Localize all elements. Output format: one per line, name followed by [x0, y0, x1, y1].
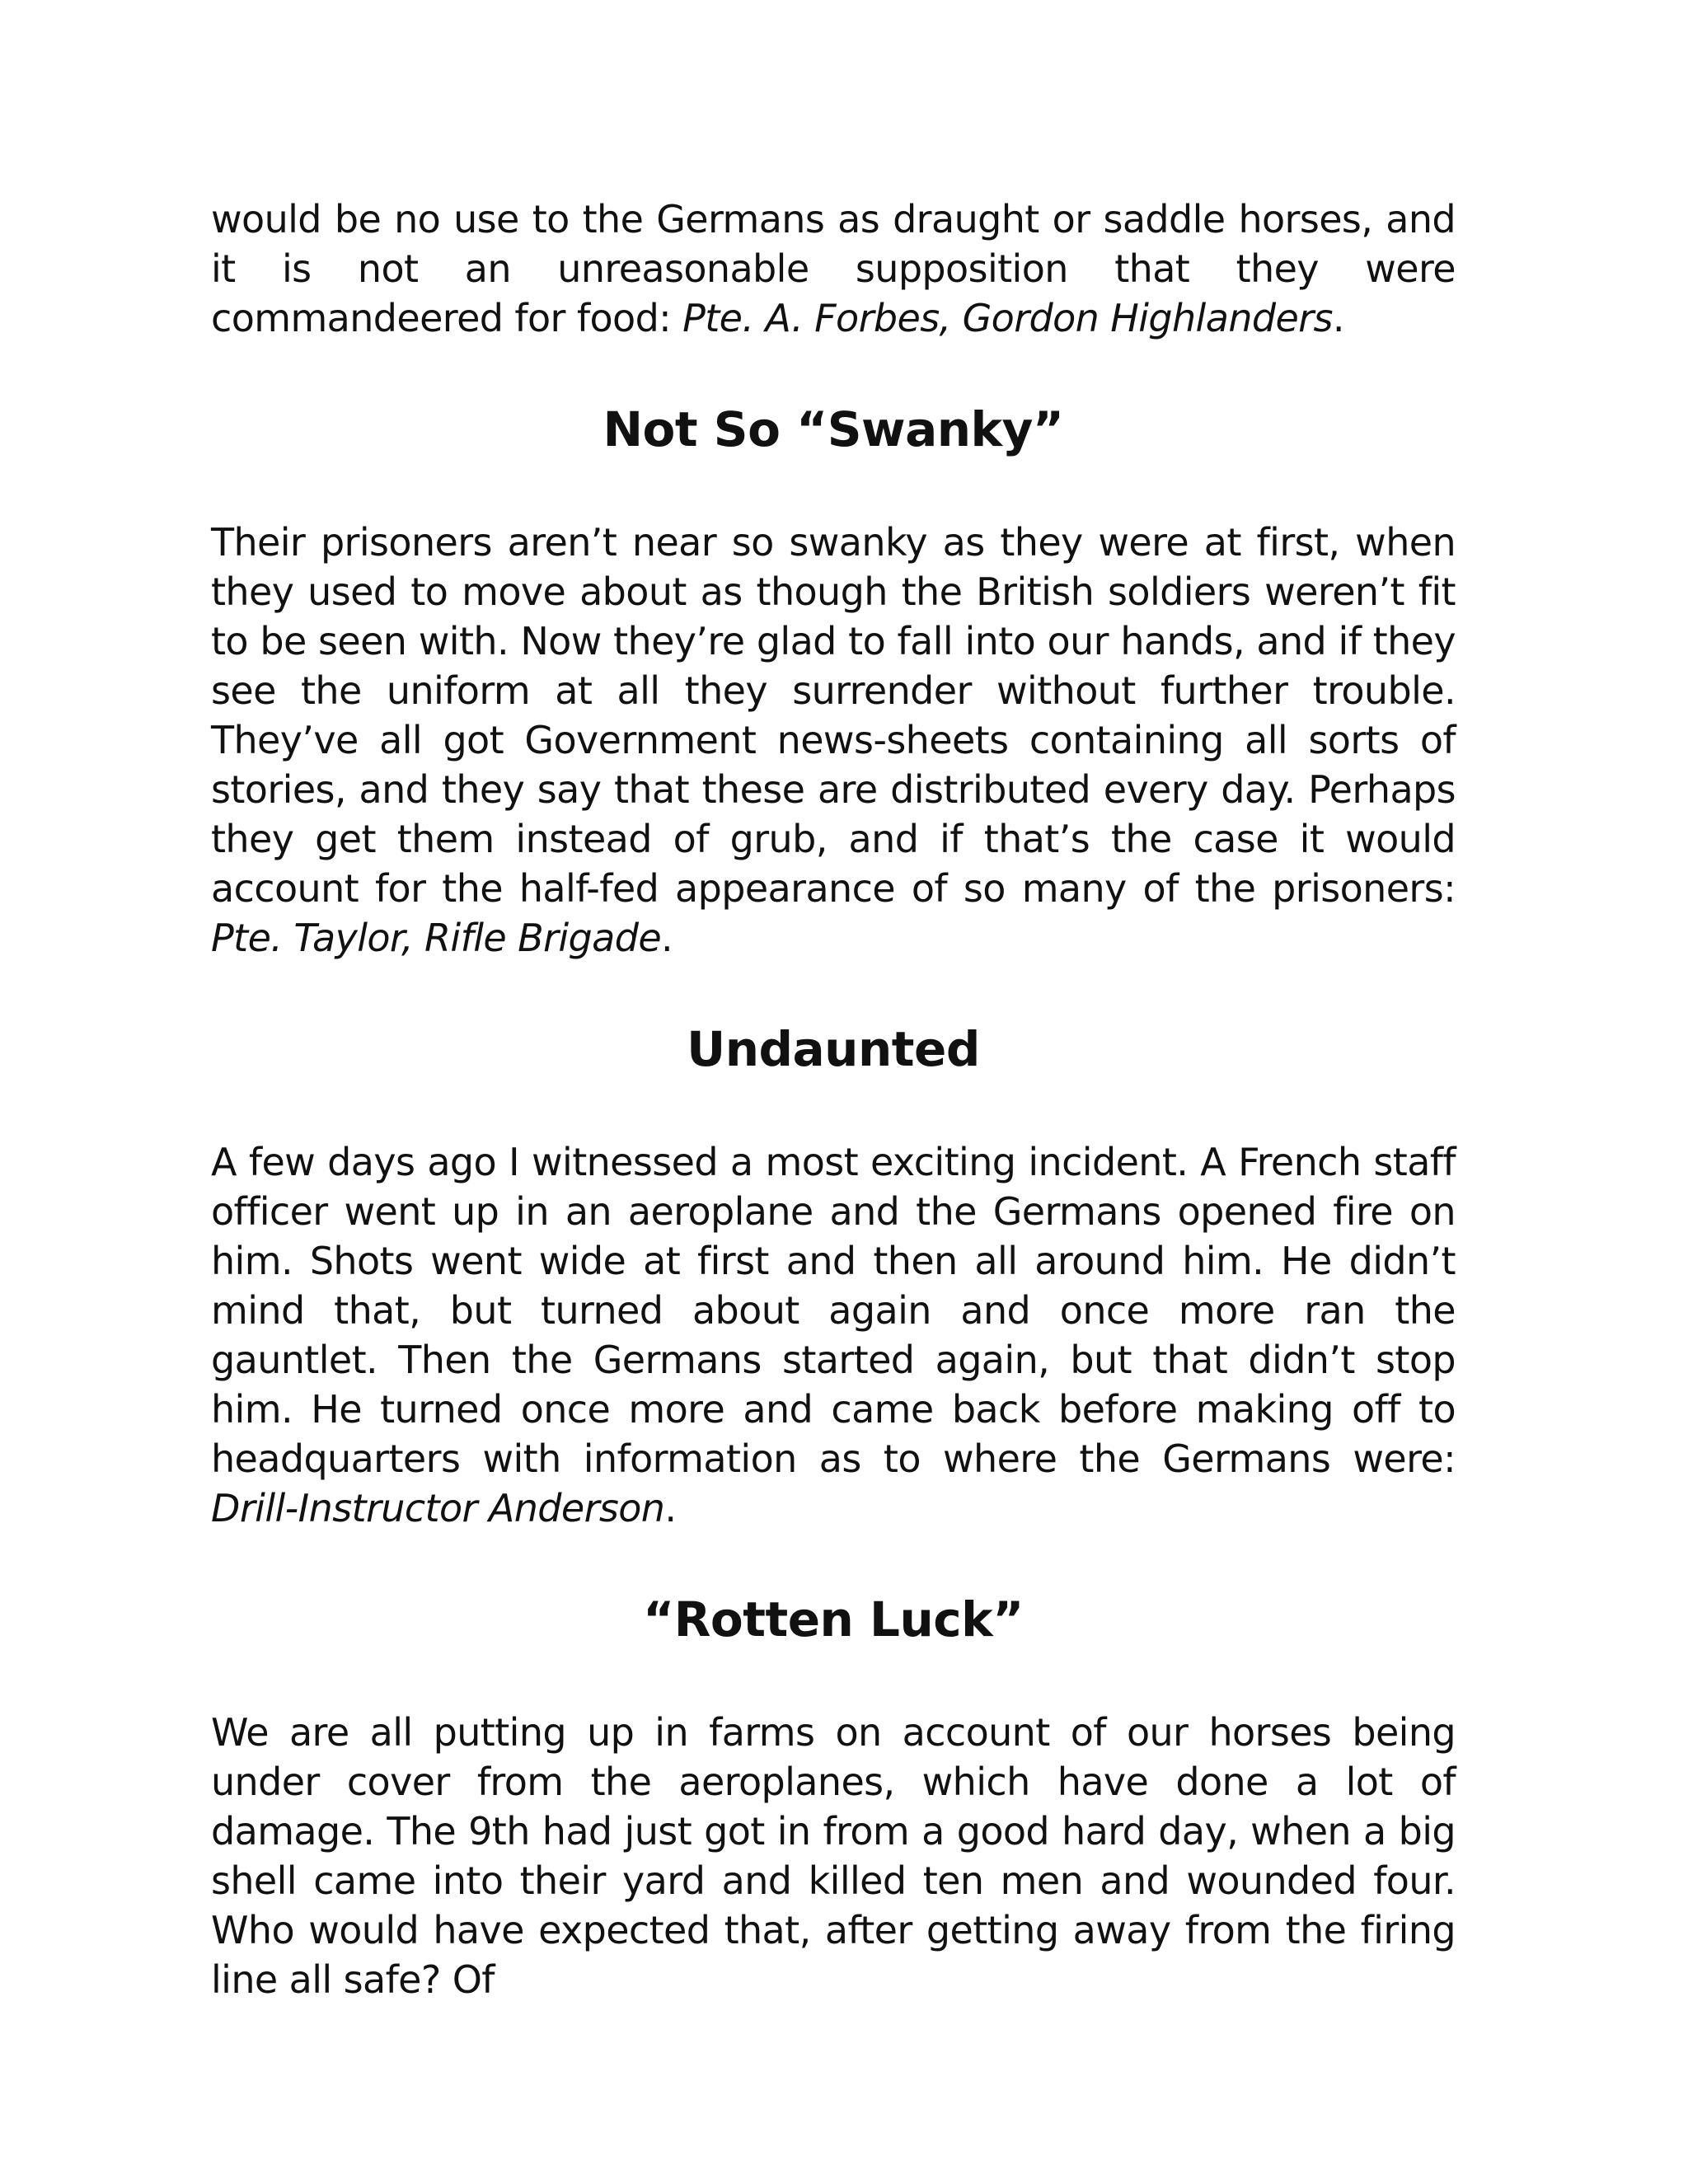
paragraph-text: We are all putting up in farms on account of our horses being under cover from the aeroplanes, which have done a lot of damage. The 9th had just got in from a good hard day, when a big shell came into their yard and killed ten men and wounded four. Who would have expected that, after getting away from the firing line all safe? Of	[211, 1710, 1456, 2002]
paragraph-text: A few days ago I witnessed a most exciting incident. A French staff officer went up in an aeroplane and the Germans opened fire on him. Shots went wide at first and then all around him. He didn’t mind that, but turned about again and once more ran the gauntlet. Then the Germans started again, but that didn’t stop him. He turned once more and came back before making off to headquarters with information as to where the Germans were:	[211, 1140, 1456, 1481]
paragraph-end: .	[664, 1486, 677, 1530]
paragraph-continuation	[211, 194, 1456, 343]
document-page	[211, 194, 1456, 2004]
paragraph-not-so-swanky	[211, 518, 1456, 963]
section-heading-rotten-luck: “Rotten Luck”	[643, 1591, 1024, 1647]
paragraph-end: .	[1332, 296, 1344, 340]
section-heading-undaunted: Undaunted	[687, 1021, 980, 1077]
paragraph-text: would be no use to the Germans as draught or saddle horses, and it is not an unreasonable supposition that they were commandeered for food:	[211, 197, 1456, 340]
attribution: Pte. Taylor, Rifle Brigade	[211, 916, 662, 960]
paragraph-end: .	[661, 916, 673, 960]
paragraph-undaunted	[211, 1137, 1456, 1533]
paragraph-text: Their prisoners aren’t near so swanky as they were at first, when they used to move about as though the British soldiers weren’t fit to be seen with. Now they’re glad to fall into our hands, and if they see the uniform at all they surrender without further trouble. They’ve all got Government news-sheets containing all sorts of stories, and they say that these are distributed every day. Perhaps they get them instead of grub, and if that’s the case it would account for the half-fed appearance of so many of the prisoners:	[211, 520, 1456, 911]
section-heading-not-so-swanky: Not So “Swanky”	[603, 401, 1064, 457]
attribution: Pte. A. Forbes, Gordon Highlanders	[682, 296, 1333, 340]
paragraph-rotten-luck	[211, 1708, 1456, 2004]
attribution: Drill-Instructor Anderson	[211, 1486, 665, 1530]
